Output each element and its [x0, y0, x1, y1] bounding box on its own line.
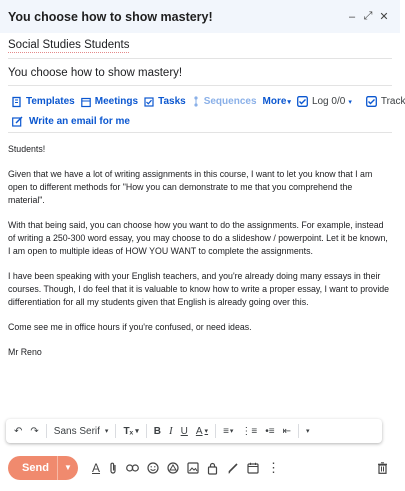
close-icon[interactable]: ✕	[379, 11, 389, 23]
divider	[46, 424, 47, 438]
log-label: Log 0/0	[311, 96, 346, 107]
divider	[146, 424, 147, 438]
send-options-icon[interactable]: ▼	[57, 456, 78, 480]
italic-icon[interactable]: I	[168, 425, 173, 437]
emoji-icon[interactable]	[147, 462, 159, 474]
attach-icon[interactable]	[108, 462, 118, 475]
to-field[interactable]	[8, 34, 392, 59]
compose-titlebar	[0, 0, 400, 33]
font-label: Sans Serif	[53, 425, 100, 437]
drive-icon[interactable]	[167, 462, 179, 474]
photo-icon[interactable]	[187, 462, 199, 474]
numbered-list-icon[interactable]: ⋮≡	[241, 425, 258, 437]
body-signature: Mr Reno	[8, 347, 42, 357]
send-label: Send	[22, 462, 49, 474]
sequences-icon	[192, 96, 200, 107]
crm-toolbar	[8, 90, 405, 133]
link-icon[interactable]	[126, 464, 139, 472]
signature-pen-icon[interactable]	[227, 462, 239, 474]
chevron-down-icon: ▾	[287, 98, 291, 106]
tasks-label: Tasks	[158, 96, 186, 107]
meetings-button[interactable]	[81, 96, 138, 107]
message-body[interactable]	[8, 143, 390, 371]
more-formatting-icon[interactable]: ▾	[306, 428, 310, 435]
subject-field[interactable]	[8, 60, 392, 86]
redo-icon[interactable]: ↷	[30, 425, 39, 437]
checkbox-checked-icon	[366, 96, 377, 107]
log-toggle[interactable]	[297, 96, 352, 107]
indent-less-icon[interactable]: ⇤	[282, 425, 291, 437]
compose-bottom-bar	[0, 455, 400, 481]
minimize-icon[interactable]: –	[348, 10, 356, 23]
tasks-icon	[144, 97, 154, 107]
more-label: More	[262, 96, 287, 107]
edit-icon	[12, 116, 23, 127]
bulleted-list-icon[interactable]: •≡	[265, 425, 275, 437]
divider	[115, 424, 116, 438]
underline-icon[interactable]: U	[180, 425, 188, 437]
log-chevron-icon: ▾	[348, 98, 352, 106]
meetings-label: Meetings	[94, 96, 139, 107]
templates-button[interactable]	[12, 96, 75, 107]
font-select[interactable]	[50, 426, 113, 437]
bold-icon[interactable]: B	[153, 425, 161, 437]
expand-icon[interactable]: ⤢	[363, 10, 373, 22]
divider	[298, 424, 299, 438]
divider	[215, 424, 216, 438]
track-toggle[interactable]	[366, 96, 405, 107]
chevron-down-icon: ▾	[104, 428, 109, 435]
recipient-chip[interactable]: Social Studies Students	[8, 39, 130, 51]
sequences-button[interactable]	[192, 96, 257, 107]
formatting-toolbar	[6, 419, 382, 443]
calendar-icon	[81, 97, 91, 107]
send-button[interactable]	[8, 456, 78, 480]
checkbox-checked-icon	[297, 96, 308, 107]
compose-title: You choose how to show mastery!	[8, 9, 213, 24]
font-size-icon[interactable]: Tₓ ▾	[123, 425, 139, 437]
body-greeting: Students!	[8, 144, 46, 154]
schedule-calendar-icon[interactable]	[247, 462, 259, 474]
body-paragraph: With that being said, you can choose how you want to do the assignments. For example, instead of writing a 250-300 word essay, you may choose to do a slideshow / powerpoint. Let it be known, I am open to multiple ideas of HOW YOU WANT to complete the assignments.	[8, 220, 388, 256]
more-button[interactable]	[263, 96, 291, 107]
templates-label: Templates	[26, 96, 75, 107]
templates-icon	[12, 97, 22, 107]
subject-text: You choose how to show mastery!	[8, 66, 183, 79]
align-icon[interactable]: ≡ ▾	[223, 425, 234, 437]
text-color-icon[interactable]: A ▾	[195, 425, 209, 437]
sequences-label: Sequences	[203, 96, 257, 107]
body-paragraph: Given that we have a lot of writing assignments in this course, I want to let you know that I am open to different methods for "How you can demonstrate to me that you comprehend the material".	[8, 169, 373, 205]
write-email-label: Write an email for me	[29, 116, 130, 127]
undo-icon[interactable]: ↶	[14, 425, 23, 437]
lock-clock-icon[interactable]	[207, 462, 219, 475]
formatting-toggle-icon[interactable]: A	[92, 461, 101, 475]
tasks-button[interactable]	[144, 96, 186, 107]
track-label: Track	[380, 96, 405, 107]
body-paragraph: I have been speaking with your English teachers, and you're already doing many essays in their courses. Though, I do feel that it is valuable to know how to write a proper essay, I want to provide differentiation for all my students given that English is already going over this.	[8, 271, 390, 307]
body-paragraph: Come see me in office hours if you're confused, or need ideas.	[8, 322, 252, 332]
more-options-icon[interactable]: ⋮	[267, 460, 281, 475]
write-email-button[interactable]	[12, 116, 130, 127]
trash-icon[interactable]	[377, 462, 388, 474]
